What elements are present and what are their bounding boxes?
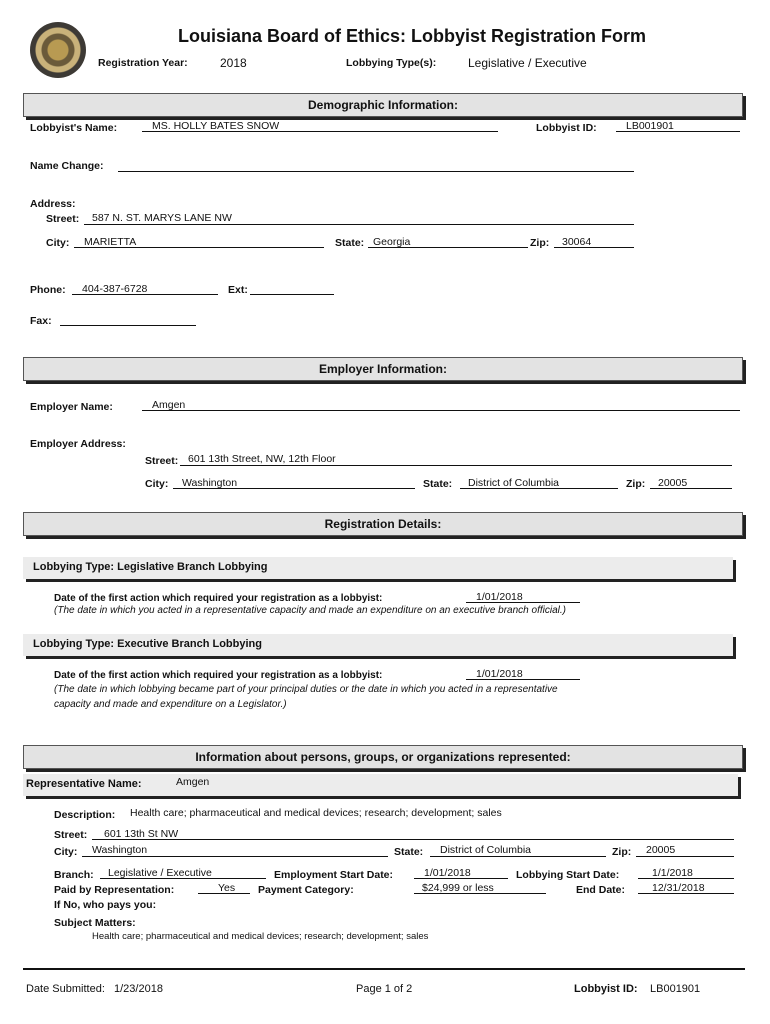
phone-value: 404-387-6728 (82, 283, 148, 295)
rep-street-value: 601 13th St NW (104, 828, 179, 840)
employer-state-value: District of Columbia (468, 477, 560, 489)
branch-label: Branch: (54, 869, 94, 881)
employer-city-label: City: (145, 478, 169, 490)
state-value: Georgia (373, 236, 411, 248)
rep-street-line (92, 839, 734, 840)
registration-section-header: Registration Details: (23, 512, 743, 536)
street-label: Street: (46, 213, 80, 225)
rep-street-label: Street: (54, 829, 88, 841)
employer-name-label: Employer Name: (30, 401, 113, 413)
legislative-lobbying-bar: Lobbying Type: Legislative Branch Lobbying (23, 557, 733, 579)
lobbyist-name-line (142, 131, 498, 132)
lobbyist-name-value: MS. HOLLY BATES SNOW (152, 120, 280, 132)
paid-by-representation-label: Paid by Representation: (54, 884, 175, 896)
fax-label: Fax: (30, 315, 52, 327)
employer-zip-label: Zip: (626, 478, 646, 490)
employer-name-line (142, 410, 740, 411)
employer-city-value: Washington (182, 477, 238, 489)
state-line (368, 247, 528, 248)
footer-divider (23, 968, 745, 970)
city-label: City: (46, 237, 70, 249)
form-title: Louisiana Board of Ethics: Lobbyist Registration Form (178, 26, 647, 46)
employer-name-value: Amgen (152, 399, 186, 411)
rep-name-label: Representative Name: (26, 778, 142, 790)
state-label: State: (335, 237, 365, 249)
employer-city-line (173, 488, 415, 489)
employment-start-label: Employment Start Date: (274, 869, 394, 881)
legislative-date-line (466, 602, 580, 603)
lobbying-start-label: Lobbying Start Date: (516, 869, 620, 881)
executive-date-note-line-1: (The date in which lobbying became part of your principal duties or the date in which you acted in a representative (54, 684, 558, 695)
end-date-label: End Date: (576, 884, 626, 896)
lobbyist-id-value: LB001901 (626, 120, 674, 132)
employment-start-line (414, 878, 508, 879)
street-line (84, 224, 634, 225)
legislative-date-label: Date of the first action which required your registration as a lobbyist: (54, 593, 383, 604)
zip-line (554, 247, 634, 248)
employer-section-header: Employer Information: (23, 357, 743, 381)
demographic-section-header: Demographic Information: (23, 93, 743, 117)
employer-street-value: 601 13th Street, NW, 12th Floor (188, 453, 336, 465)
rep-city-value: Washington (92, 844, 148, 856)
represented-section-header: Information about persons, groups, or organizations represented: (23, 745, 743, 769)
rep-zip-value: 20005 (646, 844, 676, 856)
employer-zip-value: 20005 (658, 477, 688, 489)
payment-category-value: $24,999 or less (422, 882, 494, 894)
registration-year-value: 2018 (220, 56, 247, 70)
branch-line (100, 878, 266, 879)
fax-line (60, 325, 196, 326)
phone-label: Phone: (30, 284, 66, 296)
rep-zip-label: Zip: (612, 846, 632, 858)
employer-state-line (460, 488, 618, 489)
lobbyist-id-label: Lobbyist ID: (536, 122, 597, 134)
employment-start-value: 1/01/2018 (424, 867, 471, 879)
end-date-line (638, 893, 734, 894)
zip-value: 30064 (562, 236, 592, 248)
name-change-label: Name Change: (30, 160, 104, 172)
footer-lobbyist-id-label: Lobbyist ID: (574, 983, 638, 995)
zip-label: Zip: (530, 237, 550, 249)
rep-state-value: District of Columbia (440, 844, 532, 856)
rep-city-label: City: (54, 846, 78, 858)
lobbying-start-line (638, 878, 734, 879)
address-label: Address: (30, 198, 76, 210)
ext-line (250, 294, 334, 295)
footer-lobbyist-id-value: LB001901 (650, 983, 701, 995)
legislative-date-value: 1/01/2018 (476, 591, 523, 603)
rep-zip-line (636, 856, 734, 857)
street-value: 587 N. ST. MARYS LANE NW (92, 212, 232, 224)
employer-street-line (180, 465, 732, 466)
description-value: Health care; pharmaceutical and medical devices; research; development; sales (130, 807, 502, 819)
city-value: MARIETTA (84, 236, 137, 248)
executive-date-value: 1/01/2018 (476, 668, 523, 680)
rep-name-value: Amgen (176, 776, 210, 788)
subject-matters-label: Subject Matters: (54, 917, 136, 929)
executive-date-note-line-2: capacity and made and expenditure on a Legislator.) (54, 699, 287, 710)
city-line (74, 247, 324, 248)
if-no-who-pays-label: If No, who pays you: (54, 899, 157, 911)
employer-zip-line (650, 488, 732, 489)
rep-state-label: State: (394, 846, 424, 858)
phone-line (72, 294, 218, 295)
lobbying-types-label: Lobbying Type(s): (346, 57, 437, 69)
state-seal-icon (30, 22, 86, 78)
rep-city-line (82, 856, 388, 857)
executive-date-label: Date of the first action which required your registration as a lobbyist: (54, 670, 383, 681)
executive-lobbying-bar: Lobbying Type: Executive Branch Lobbying (23, 634, 733, 656)
payment-category-line (414, 893, 546, 894)
branch-value: Legislative / Executive (108, 867, 212, 879)
description-label: Description: (54, 809, 116, 821)
rep-state-line (430, 856, 606, 857)
lobbying-types-value: Legislative / Executive (468, 56, 587, 70)
lobbyist-id-line (616, 131, 740, 132)
end-date-value: 12/31/2018 (652, 882, 705, 894)
date-submitted-value: 1/23/2018 (114, 983, 163, 995)
payment-category-label: Payment Category: (258, 884, 354, 896)
lobbying-start-value: 1/1/2018 (652, 867, 693, 879)
paid-by-representation-line (198, 893, 250, 894)
employer-state-label: State: (423, 478, 453, 490)
registration-year-label: Registration Year: (98, 57, 188, 69)
employer-street-label: Street: (145, 455, 179, 467)
ext-label: Ext: (228, 284, 248, 296)
legislative-date-note: (The date in which you acted in a representative capacity and made an expenditure on an executive branch official.) (54, 605, 566, 616)
date-submitted-label: Date Submitted: (26, 983, 105, 995)
paid-by-representation-value: Yes (218, 882, 236, 894)
name-change-line (118, 171, 634, 172)
executive-date-line (466, 679, 580, 680)
page-number: Page 1 of 2 (356, 983, 413, 995)
employer-address-label: Employer Address: (30, 438, 126, 450)
subject-matters-value: Health care; pharmaceutical and medical devices; research; development; sales (92, 931, 429, 942)
lobbyist-name-label: Lobbyist's Name: (30, 122, 118, 134)
